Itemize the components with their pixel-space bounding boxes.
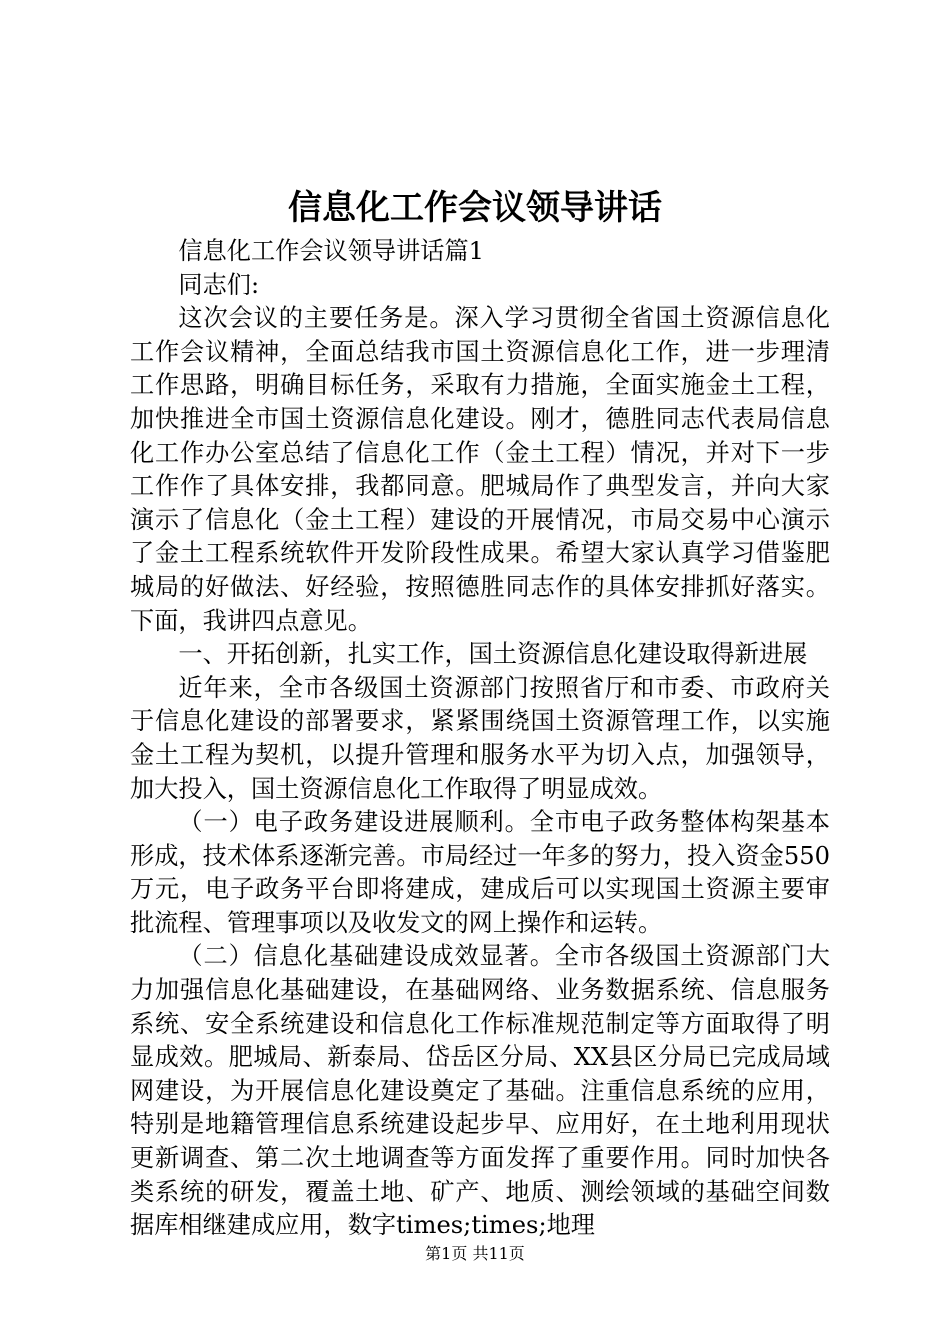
paragraph-item-2: （二）信息化基础建设成效显著。全市各级国土资源部门大力加强信息化基础建设，在基础网络、业务数据系统、信息服务系统、安全系统建设和信息化工作标准规范制定等方面取得了明显成效。肥城局、新泰局、岱岳区分局、XX县区分局已完成局域网建设，为开展信息化建设奠定了基础。注重信息系统的应用，特别是地籍管理信息系统建设起步早、应用好，在土地利用现状更新调查、第二次土地调查等方面发挥了重要作用。同时加快各类系统的研发，覆盖土地、矿产、地质、测绘领域的基础空间数据库相继建成应用，数字times;times;地理 (130, 942, 830, 1240)
page-footer: 第1页 共11页 (425, 1244, 525, 1263)
paragraph-item-1: （一）电子政务建设进展顺利。全市电子政务整体构架基本形成，技术体系逐渐完善。市局经过一年多的努力，投入资金550万元，电子政务平台即将建成，建成后可以实现国土资源主要审批流程、管理事项以及收发文的网上操作和运转。 (130, 808, 830, 937)
document-body (130, 235, 830, 1243)
paragraph-section-heading-1: 一、开拓创新，扎实工作，国土资源信息化建设取得新进展 (178, 640, 808, 669)
paragraph-subtitle: 信息化工作会议领导讲话篇1 (178, 237, 485, 265)
document-title: 信息化工作会议领导讲话 (288, 188, 662, 228)
paragraph-salutation: 同志们: (178, 270, 260, 299)
paragraph-intro: 这次会议的主要任务是。深入学习贯彻全省国土资源信息化工作会议精神，全面总结我市国土资源信息化工作，进一步理清工作思路，明确目标任务，采取有力措施，全面实施金土工程，加快推进全市国土资源信息化建设。刚才，德胜同志代表局信息化工作办公室总结了信息化工作（金土工程）情况，并对下一步工作作了具体安排，我都同意。肥城局作了典型发言，并向大家演示了信息化（金土工程）建设的开展情况，市局交易中心演示了金土工程系统软件开发阶段性成果。希望大家认真学习借鉴肥城局的好做法、好经验，按照德胜同志作的具体安排抓好落实。下面，我讲四点意见。 (130, 304, 830, 635)
paragraph-overview: 近年来，全市各级国土资源部门按照省厅和市委、市政府关于信息化建设的部署要求，紧紧围绕国土资源管理工作，以实施金土工程为契机，以提升管理和服务水平为切入点，加强领导，加大投入，国土资源信息化工作取得了明显成效。 (130, 673, 830, 803)
